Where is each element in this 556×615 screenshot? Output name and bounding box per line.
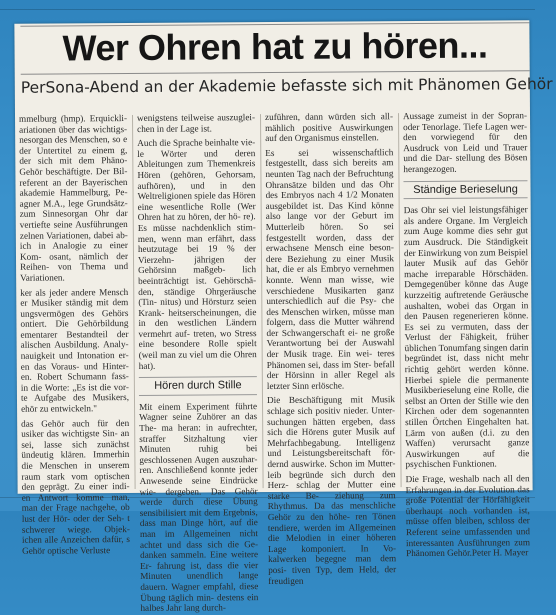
- paragraph: Auch die Sprache beinhalte vie- le Wörter und deren Ableitungen zum Themenkreis Hören (gehören, Gehorsam, aufhören), und in den Weltreligionen spiele das Hören eine wesentliche Rolle (Wer Ohren hat zu hören, der hö- re). Es müsse nachdenklich stim- men, wenn man erfährt, dass heutzutage bei 19 % der Vierzehn- jährigen der Gehörsinn maßgeb- lich beeinträchtigt ist. Gehörschä- den, ständige Ohrgeräusche (Tin- nitus) und Hörsturz seien Krank- heitserscheinungen, die in den westlichen Ländern vermehrt auf- treten, wo Stress eine besondere Rolle spielt (weil man zu viel um die Ohren hat).: [137, 137, 257, 371]
- paragraph: Es sei wissenschaftlich festgestellt, dass sich bereits am neunten Tag nach der Befruchtung Ohransätze bilden und das Ohr des Embryos nach 4 1/2 Monaten ausgebildet ist. Das Kind könne also lange vor der Geburt im Mutterleib hören. So sei festgestellt worden, dass der erwachsene Mensch eine beson- dere Beziehung zu einer Musik hat, die er als Embryo vernehmen konnte. Wenn man wisse, wie verschiedene Musikarten ganz unterschiedlich auf die Psy- che des Menschen wirken, müsse man folgern, dass die Mutter während der Schwangerschaft ei- ne große Verantwortung bei der Auswahl der Musik trage. Ein wei- teres Phänomen sei, dass im Ster- befall der Hörsinn in aller Regel als letzter Sinn erlösche.: [265, 146, 395, 391]
- article-column-3: [264, 111, 397, 586]
- paragraph: mmelburg (hmp). Erquickli- ariationen über das wichtigs- nesorgan des Menschen, so e der Untertitel zu einem g, der sich mit dem Phäno- Gehör beschäftigte. Der Bil- referent an der Bayerischen akademie Hammelburg, Pe- agner M.A., lege Grundsätz- zum Sinnesorgan Ohr dar vertiefte seine Ausführungen zelnen Variationen, dabei ab- ich in Analogie zu einer Kom- osant, nämlich der Reihen- von Thema und Variationen.: [18, 113, 129, 283]
- column-divider: [398, 113, 402, 487]
- paragraph: wenigstens teilweise auszuglei- chen in der Lage ist.: [136, 112, 256, 134]
- paragraph: Die Beschäftigung mit Musik schlage sich positiv nieder. Unter- suchungen hätten ergeben, dass sich die Hörens guter Musik auf Mehrfachbegabung. Intelligenz und Leistungsbereitschaft för- dernd auswirke. Schon im Mutter- leib begründe sich durch den Herz- schlag der Mutter eine starke Be- ziehung zum Rhythmus. Da das menschliche Gehör zu den höhe- ren Tönen tendiere, werden im Allgemeinen die Melodien in einer höheren Lage komponiert. In Vo- kalwerken begegne man dem posi- tiven Typ, dem Held, der freudigen: [266, 394, 397, 586]
- headline: Wer Ohren hat zu hören...: [62, 24, 488, 69]
- paragraph: Aussage zumeist in der Sopran- oder Tenorlage. Tiefe Lagen wer- den vorwiegend für den Ausdruck von Leid und Trauer und die Dar- stellung des Bösen herangezogen.: [402, 110, 528, 175]
- paragraph: Die Frage, weshalb nach all den Erfahrungen in der Evolution das große Potential der Hörfähigkeit überhaupt noch vorhanden ist, müsse offen bleiben, schloss der Referent seine umfassenden und interessanten Ausführungen zum Phänomen Gehör.Peter H. Mayer: [405, 473, 531, 559]
- article-column-1: [18, 113, 131, 556]
- section-heading: Ständige Berieselung: [403, 180, 527, 199]
- section-heading: Hören durch Stille: [139, 376, 257, 395]
- paragraph: zuführen, dann würden sich all- mählich positive Auswirkungen auf den Organismus einstellen.: [264, 111, 394, 144]
- paragraph: Mit einem Experiment führte Wagner seine Zuhörer an das The- ma heran: in aufrechter, straffer Sitzhaltung vier Minuten ruhig bei geschlossenen Augen auszuhar- ren. Anschließend konnte jeder Anwesende seine Eindrücke wie- dergeben. Das Gehör werde durch diese Übung sensibilisiert mit dem Ergebnis, dass man Dinge hört, auf die man im Allgemeinen nicht achtet und dass sich die Ge- danken sammeln. Eine weitere Er- fahrung ist, dass die vier Minuten unendlich lange dauern. Wagner empfahl, diese Übung täglich min- destens ein halbes Jahr lang durch-: [139, 400, 259, 614]
- article-column-2: [136, 112, 259, 614]
- column-divider: [260, 114, 264, 488]
- column-divider: [132, 115, 136, 489]
- paragraph: das Gehör auch für den usiker das wichtigste Sin- an sei, lasse sich zunächst ündeutig klären. Immerhin die Menschen in unserem raum stark vom optischen den geprägt. Zu einer indi- en Antwort komme man, man der Frage nachgehe, ob lust der Hör- oder der Seh- t schwerer wiege. Objek- ichen alle Anzeichen dafür, s Gehör optische Verluste: [21, 417, 131, 556]
- subheadline: PerSona-Abend an der Akademie befasste sich mit Phänomen Gehör: [20, 75, 553, 97]
- newspaper-clipping: [14, 20, 553, 614]
- article-column-4: [402, 110, 531, 559]
- paragraph: Das Ohr sei viel leistungsfähiger als andere Organe. Im Vergleich zum Auge komme dies sehr gut zum Ausdruck. Die Ständigkeit der Einwirkung von zum Beispiel lauter Musik auf das Gehör mache irreparable Hörschäden. Demgegenüber könne das Auge kurzzeitig auftretende Geräusche aushalten, wobei das Organ in den Pausen regenerieren könne. Es sei zu vermuten, dass der Verlust der Fähigkeit, früher üblichen Tonumfang singen darin begründet ist, dass nicht mehr richtig gehört werden könne. Hierbei spiele die permanente Musikberieselung eine Rolle, die selbst an Orten der Stille wie den Kirchen oder dem sogenannten stillen Örtchen Eingehalten hat. Lärm von außen (d.i. zu den Waffen) verursacht ganze Auswirkungen auf die psychischen Funktionen.: [403, 204, 530, 470]
- paragraph: ker als jeder andere Mensch er Musiker ständig mit dem ungsvermögen des Gehörs ontiert. Die Gehörbildung ementarer Bestandteil der alischen Ausbildung. Analy- nauigkeit und Intonation er- en das Voraus- und Hinter- en. Robert Schumann fass- in die Worte: „Es ist die vor- te Aufgabe des Musikers, ehör zu entwickeln.": [20, 286, 130, 414]
